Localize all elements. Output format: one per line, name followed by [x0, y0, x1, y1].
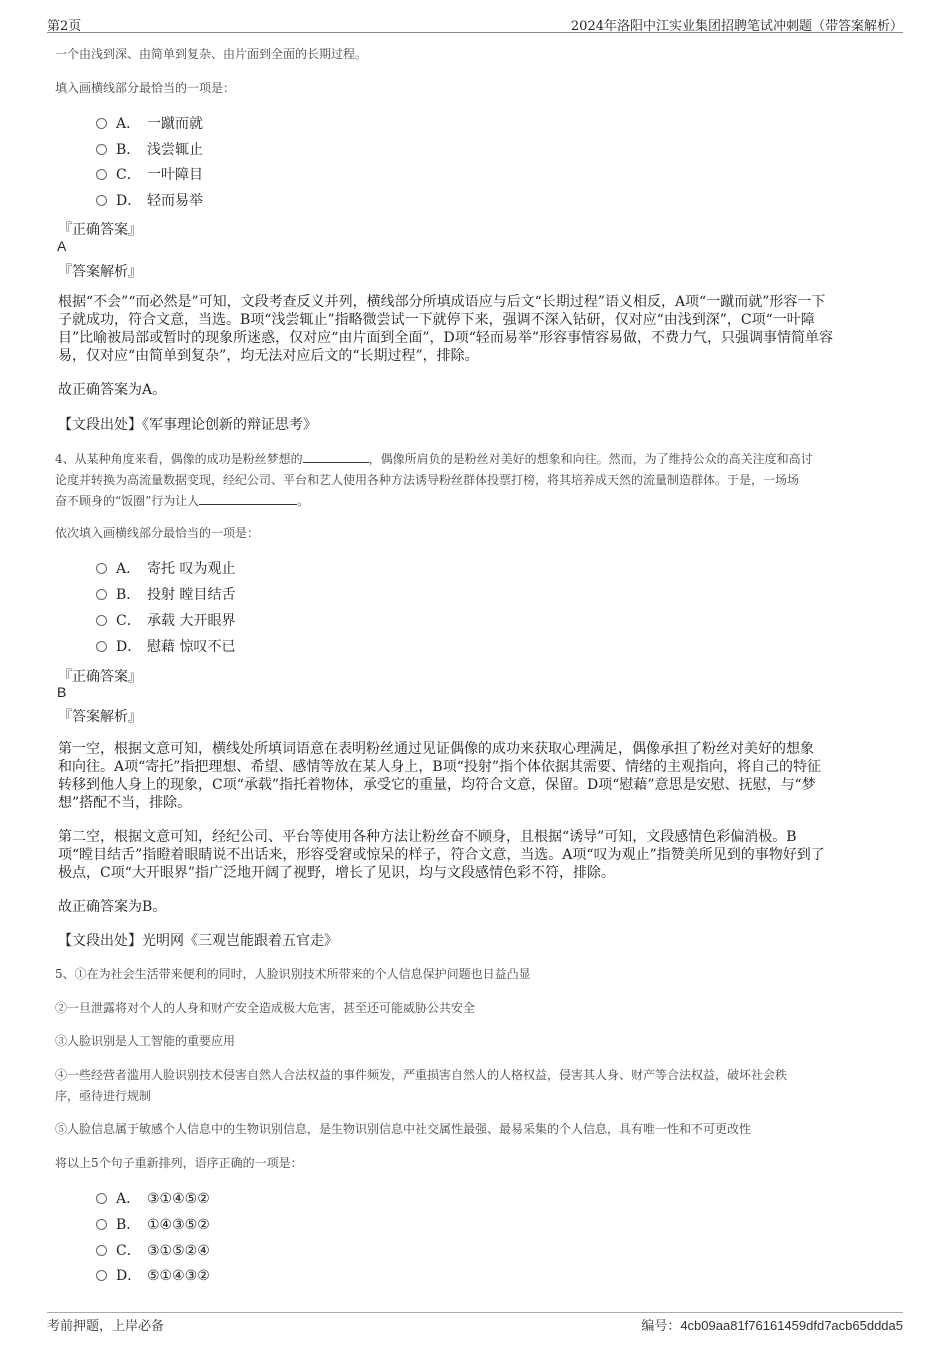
- q5-sentence-1: 5、①在为社会生活带来便利的同时，人脸识别技术所带来的个人信息保护问题也日益凸显: [55, 967, 531, 981]
- q5-option-d[interactable]: D． ⑤①④③②: [96, 1266, 210, 1286]
- document-title: 2024年洛阳中江实业集团招聘笔试冲刺题（带答案解析）: [570, 19, 903, 34]
- q4-answer-label: 『正确答案』: [58, 669, 142, 685]
- blank-line: [199, 492, 297, 505]
- q3-option-a[interactable]: A． 一蹴而就: [96, 114, 203, 134]
- radio-icon[interactable]: [96, 1270, 107, 1281]
- q4-option-a[interactable]: A． 寄托 叹为观止: [96, 559, 235, 579]
- q3-source: 【文段出处】《军事理论创新的辩证思考》: [58, 417, 317, 433]
- q5-sentence-2: ②一旦泄露将对个人的人身和财产安全造成极大危害，甚至还可能威胁公共安全: [55, 1001, 476, 1015]
- q5-prompt: 将以上5个句子重新排列，语序正确的一项是：: [55, 1156, 303, 1170]
- q4-analysis-2: 第二空，根据文意可知，经纪公司、平台等使用各种方法让粉丝奋不顾身，且根据“诱导”可知，文段感情色彩偏消极。B 项“瞠目结舌”指瞪着眼睛说不出话来，形容受窘或惊呆的样子，符合文意，当选。A项“叹为观止”指赞美所见到的事物好到了 极点，C项“大开眼界”指广泛地开阔了视野，增长了见识，均与文段感情色彩不符，排除。: [58, 829, 825, 881]
- q3-conclusion: 故正确答案为A。: [58, 382, 167, 398]
- q5-option-b[interactable]: B． ①④③⑤②: [96, 1215, 210, 1235]
- q3-prompt: 填入画横线部分最恰当的一项是：: [55, 81, 236, 95]
- q4-analysis-1: 第一空，根据文意可知，横线处所填词语意在表明粉丝通过见证偶像的成功来获取心理满足，偶像承担了粉丝对美好的想象 和向往。A项“寄托”指把理想、希望、感情等放在某人身上，B项“投射”指个体依据其需要、情绪的主观指向，将自己的特征 转移到他人身上的现象，C项“承载”指托着物体，承受它的重量，均符合文意，保留。D项“慰藉”意思是安慰、抚慰，与“梦 想”搭配不当，排除。: [58, 741, 822, 811]
- radio-icon[interactable]: [96, 1245, 107, 1256]
- radio-icon[interactable]: [96, 169, 107, 180]
- radio-icon[interactable]: [96, 1219, 107, 1230]
- q3-analysis-label: 『答案解析』: [58, 264, 142, 280]
- document-code: 编号：4cb09aa81f76161459dfd7acb65ddda5: [641, 1318, 903, 1334]
- blank-line: [303, 450, 369, 463]
- q5-option-c[interactable]: C． ③①⑤②④: [96, 1241, 210, 1261]
- q3-option-c[interactable]: C． 一叶障目: [96, 165, 203, 185]
- q3-option-b[interactable]: B． 浅尝辄止: [96, 140, 203, 160]
- q4-prompt: 依次填入画横线部分最恰当的一项是：: [55, 526, 260, 540]
- q5-sentence-4: ④一些经营者滥用人脸识别技术侵害自然人合法权益的事件频发，严重损害自然人的人格权益，侵害其人身、财产等合法权益，破坏社会秩 序，亟待进行规制: [55, 1068, 788, 1103]
- radio-icon[interactable]: [96, 144, 107, 155]
- radio-icon[interactable]: [96, 563, 107, 574]
- radio-icon[interactable]: [96, 589, 107, 600]
- q4-source: 【文段出处】光明网《三观岂能跟着五官走》: [58, 933, 338, 949]
- q5-option-a[interactable]: A． ③①④⑤②: [96, 1189, 210, 1209]
- page-number: 第2页: [47, 19, 82, 34]
- page-footer: [47, 1312, 903, 1337]
- q4-option-c[interactable]: C． 承载 大开眼界: [96, 611, 235, 631]
- radio-icon[interactable]: [96, 615, 107, 626]
- q4-analysis-label: 『答案解析』: [58, 709, 142, 725]
- q4-stem: 4、从某种角度来看，偶像的成功是粉丝梦想的 ，偶像所肩负的是粉丝对美好的想象和向往。然而，为了维持公众的高关注度和高讨 论度并转换为高流量数据变现，经纪公司、平台和艺人使用各种方法诱导粉丝群体投票打榜，将其培养成天然的流量制造群体。于是，一场场 奋不顾身的“饭圈”行为让人 。: [55, 452, 813, 508]
- q5-sentence-5: ⑤人脸信息属于敏感个人信息中的生物识别信息，是生物识别信息中社交属性最强、最易采集的个人信息，具有唯一性和不可更改性: [55, 1122, 752, 1136]
- q4-answer: B: [57, 684, 67, 700]
- q3-stem-end: 一个由浅到深、由简单到复杂、由片面到全面的长期过程。: [55, 47, 368, 61]
- page-header: [47, 12, 903, 33]
- q5-sentence-3: ③人脸识别是人工智能的重要应用: [55, 1034, 236, 1048]
- radio-icon[interactable]: [96, 118, 107, 129]
- q4-option-b[interactable]: B． 投射 瞠目结舌: [96, 585, 235, 605]
- q3-answer-label: 『正确答案』: [58, 222, 142, 238]
- radio-icon[interactable]: [96, 641, 107, 652]
- q4-option-d[interactable]: D． 慰藉 惊叹不已: [96, 637, 235, 657]
- q3-option-d[interactable]: D． 轻而易举: [96, 191, 203, 211]
- q3-analysis: 根据“不会”“而必然是”可知，文段考查反义并列，横线部分所填成语应与后文“长期过程”语义相反，A项“一蹴而就”形容一下 子就成功，符合文意，当选。B项“浅尝辄止”指略微尝试一下就停下来，强调不深入钻研，仅对应“由浅到深”，C项“一叶障 目”比喻被局部或暂时的现象所迷惑，仅对应“由片面到全面”，D项“轻而易举”形容事情容易做，不费力气，只强调事情简单容 易，仅对应“由简单到复杂”，均无法对应后文的“长期过程”，排除。: [58, 294, 834, 364]
- q3-answer: A: [57, 238, 67, 254]
- footer-slogan: 考前押题，上岸必备: [47, 1319, 165, 1334]
- q4-conclusion: 故正确答案为B。: [58, 899, 167, 915]
- radio-icon[interactable]: [96, 195, 107, 206]
- radio-icon[interactable]: [96, 1193, 107, 1204]
